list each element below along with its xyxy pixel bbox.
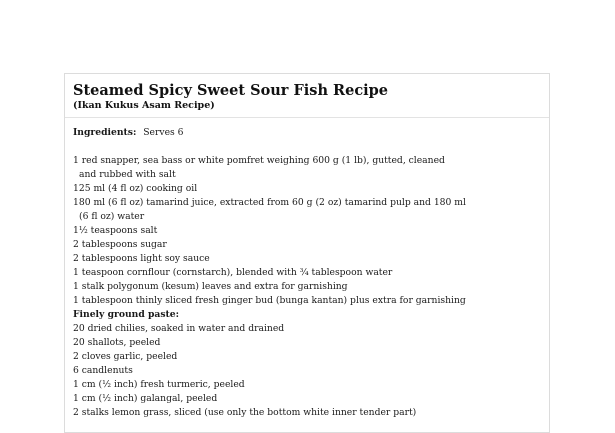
paste-item: 1 cm (½ inch) fresh turmeric, peeled bbox=[73, 379, 245, 390]
ingredient-text: 2 tablespoons sugar bbox=[73, 239, 167, 250]
paste-item: 20 dried chilies, soaked in water and drained bbox=[73, 323, 285, 334]
ingredient-text: 1 stalk polygonum (kesum) leaves and extra for garnishing bbox=[73, 281, 348, 292]
ingredient-item bbox=[73, 224, 541, 238]
paste-item: 20 shallots, peeled bbox=[73, 337, 161, 348]
ingredient-text: 125 ml (4 fl oz) cooking oil bbox=[73, 183, 198, 194]
ingredient-item bbox=[73, 154, 541, 182]
ingredient-item bbox=[73, 266, 541, 280]
ingredient-item bbox=[73, 182, 541, 196]
ingredient-item bbox=[73, 294, 541, 308]
paste-item: 6 candlenuts bbox=[73, 365, 133, 376]
ingredient-item bbox=[73, 280, 541, 294]
ingredients-header bbox=[73, 126, 541, 140]
ingredient-text-continued: and rubbed with salt bbox=[79, 169, 176, 180]
paste-heading: Finely ground paste: bbox=[73, 309, 179, 320]
recipe-title: Steamed Spicy Sweet Sour Fish Recipe bbox=[73, 82, 389, 99]
ingredient-item bbox=[73, 196, 541, 224]
recipe-card bbox=[64, 73, 550, 433]
recipe-body bbox=[65, 118, 549, 420]
ingredient-item bbox=[73, 238, 541, 252]
ingredients-label: Ingredients: bbox=[73, 127, 137, 138]
recipe-subtitle: (Ikan Kukus Asam Recipe) bbox=[73, 100, 215, 111]
recipe-header bbox=[65, 74, 549, 118]
ingredient-text-continued: (6 fl oz) water bbox=[79, 211, 145, 222]
ingredient-text: 2 tablespoons light soy sauce bbox=[73, 253, 210, 264]
paste-item: 2 cloves garlic, peeled bbox=[73, 351, 178, 362]
ingredient-text: 1½ teaspoons salt bbox=[73, 225, 158, 236]
ingredient-item bbox=[73, 252, 541, 266]
ingredient-text: 180 ml (6 fl oz) tamarind juice, extracted from 60 g (2 oz) tamarind pulp and 180 ml bbox=[73, 197, 466, 208]
paste-item: 1 cm (½ inch) galangal, peeled bbox=[73, 393, 218, 404]
ingredient-text: 1 tablespoon thinly sliced fresh ginger bud (bunga kantan) plus extra for garnishing bbox=[73, 295, 466, 306]
serves-text: Serves 6 bbox=[143, 127, 184, 138]
ingredient-text: 1 teaspoon cornflour (cornstarch), blended with ¾ tablespoon water bbox=[73, 267, 393, 278]
ingredient-text: 1 red snapper, sea bass or white pomfret weighing 600 g (1 lb), gutted, cleaned bbox=[73, 155, 445, 166]
paste-item: 2 stalks lemon grass, sliced (use only the bottom white inner tender part) bbox=[73, 407, 417, 418]
